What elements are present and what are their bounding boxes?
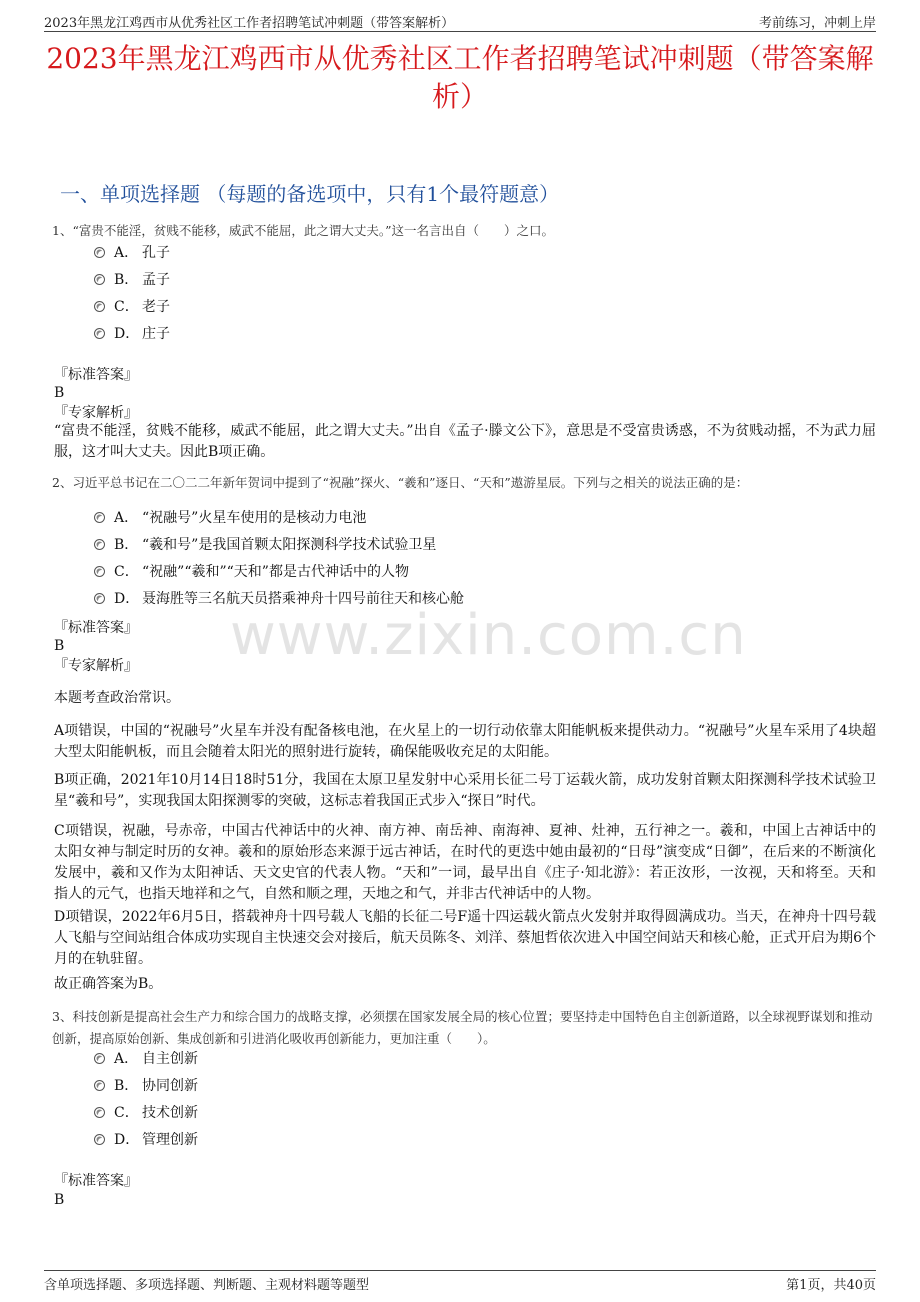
- question-2-option-d[interactable]: D． 聂海胜等三名航天员搭乘神舟十四号前往天和核心舱: [94, 589, 464, 609]
- footer-left-text: 含单项选择题、多项选择题、判断题、主观材料题等题型: [44, 1278, 370, 1293]
- page-number: 第1页，共40页: [786, 1278, 876, 1293]
- question-1-option-d[interactable]: D． 庄子: [94, 324, 170, 344]
- section-heading: 一、单项选择题 （每题的备选项中，只有1个最符题意）: [60, 182, 560, 206]
- answer-label: 『标准答案』: [54, 1173, 138, 1189]
- question-2-answer: B: [54, 638, 65, 654]
- question-1-answer: B: [54, 385, 65, 401]
- answer-label: 『标准答案』: [54, 620, 138, 636]
- question-2-analysis-b: B项正确，2021年10月14日18时51分，我国在太原卫星发射中心采用长征二号丁运载火箭，成功发射首颗太阳探测科学技术试验卫星“羲和号”，实现我国太阳探测零的突破，这标志着我国正式步入“探日”时代。: [54, 772, 876, 809]
- question-2-analysis-intro: 本题考查政治常识。: [54, 690, 180, 706]
- question-1-option-b[interactable]: B． 孟子: [94, 270, 170, 290]
- radio-icon[interactable]: [94, 328, 105, 339]
- question-2-analysis-conclusion: 故正确答案为B。: [54, 976, 163, 992]
- question-3-option-a[interactable]: A． 自主创新: [94, 1049, 198, 1069]
- answer-label: 『标准答案』: [54, 367, 138, 383]
- radio-icon[interactable]: [94, 566, 105, 577]
- radio-icon[interactable]: [94, 1107, 105, 1118]
- radio-icon[interactable]: [94, 593, 105, 604]
- radio-icon[interactable]: [94, 1080, 105, 1091]
- radio-icon[interactable]: [94, 247, 105, 258]
- question-1-option-c[interactable]: C． 老子: [94, 297, 170, 317]
- analysis-label: 『专家解析』: [54, 658, 138, 674]
- header-left-text: 2023年黑龙江鸡西市从优秀社区工作者招聘笔试冲刺题（带答案解析）: [44, 16, 455, 31]
- question-2-analysis-d: D项错误，2022年6月5日，搭载神舟十四号载人飞船的长征二号F遥十四运载火箭点火发射并取得圆满成功。当天，在神舟十四号载人飞船与空间站组合体成功实现自主快速交会对接后，航天员陈冬、刘洋、蔡旭哲依次进入中国空间站天和核心舱，正式开启为期6个月的在轨驻留。: [54, 909, 876, 967]
- radio-icon[interactable]: [94, 1134, 105, 1145]
- document-title: 2023年黑龙江鸡西市从优秀社区工作者招聘笔试冲刺题（带答案解析）: [46, 42, 874, 113]
- radio-icon[interactable]: [94, 274, 105, 285]
- radio-icon[interactable]: [94, 539, 105, 550]
- header-right-text: 考前练习，冲刺上岸: [758, 16, 876, 31]
- question-2-analysis-a: A项错误，中国的“祝融号”火星车并没有配备核电池，在火星上的一切行动依靠太阳能帆板来提供动力。“祝融号”火星车采用了4块超大型太阳能帆板，而且会随着太阳光的照射进行旋转，确保能吸收充足的太阳能。: [54, 723, 876, 760]
- question-1-text: 1、“富贵不能淫，贫贱不能移，威武不能屈，此之谓大丈夫。”这一名言出自（ ）之口。: [52, 223, 554, 238]
- question-1-option-a[interactable]: A． 孔子: [94, 243, 170, 263]
- question-3-option-b[interactable]: B． 协同创新: [94, 1076, 198, 1096]
- question-2-option-a[interactable]: A． “祝融号”火星车使用的是核动力电池: [94, 508, 366, 528]
- question-3-option-d[interactable]: D． 管理创新: [94, 1130, 198, 1150]
- page-header: [44, 10, 876, 32]
- question-2-option-c[interactable]: C． “祝融”“羲和”“天和”都是古代神话中的人物: [94, 562, 409, 582]
- page-footer: [44, 1270, 876, 1292]
- radio-icon[interactable]: [94, 512, 105, 523]
- analysis-label: 『专家解析』: [54, 405, 138, 421]
- watermark: www.zixin.com.cn: [230, 603, 747, 668]
- question-2-analysis-c: C项错误，祝融，号赤帝，中国古代神话中的火神、南方神、南岳神、南海神、夏神、灶神，五行神之一。羲和，中国上古神话中的太阳女神与制定时历的女神。羲和的原始形态来源于远古神话，在时代的更迭中她由最初的“日母”演变成“日御”，在后来的不断演化发展中，羲和又作为太阳神话、天文史官的代表人物。“天和”一词，最早出自《庄子·知北游》：若正汝形，一汝视，天和将至。天和指人的元气，也指天地祥和之气，自然和顺之理，天地之和气，并非古代神话中的人物。: [54, 823, 876, 902]
- question-2-option-b[interactable]: B． “羲和号”是我国首颗太阳探测科学技术试验卫星: [94, 535, 436, 555]
- question-2-text: 2、习近平总书记在二〇二二年新年贺词中提到了“祝融”探火、“羲和”逐日、“天和”遨游星辰。下列与之相关的说法正确的是：: [52, 475, 749, 490]
- radio-icon[interactable]: [94, 301, 105, 312]
- radio-icon[interactable]: [94, 1053, 105, 1064]
- question-3-text: 3、科技创新是提高社会生产力和综合国力的战略支撑，必须摆在国家发展全局的核心位置；要坚持走中国特色自主创新道路，以全球视野谋划和推动创新，提高原始创新、集成创新和引进消化吸收再创新能力，更加注重（ ）。: [52, 1009, 873, 1046]
- question-3-answer: B: [54, 1192, 65, 1208]
- question-3-option-c[interactable]: C． 技术创新: [94, 1103, 198, 1123]
- question-1-analysis: “富贵不能淫，贫贱不能移，威武不能屈，此之谓大丈夫。”出自《孟子·滕文公下》，意思是不受富贵诱惑，不为贫贱动摇，不为武力屈服，这才叫大丈夫。因此B项正确。: [54, 423, 876, 460]
